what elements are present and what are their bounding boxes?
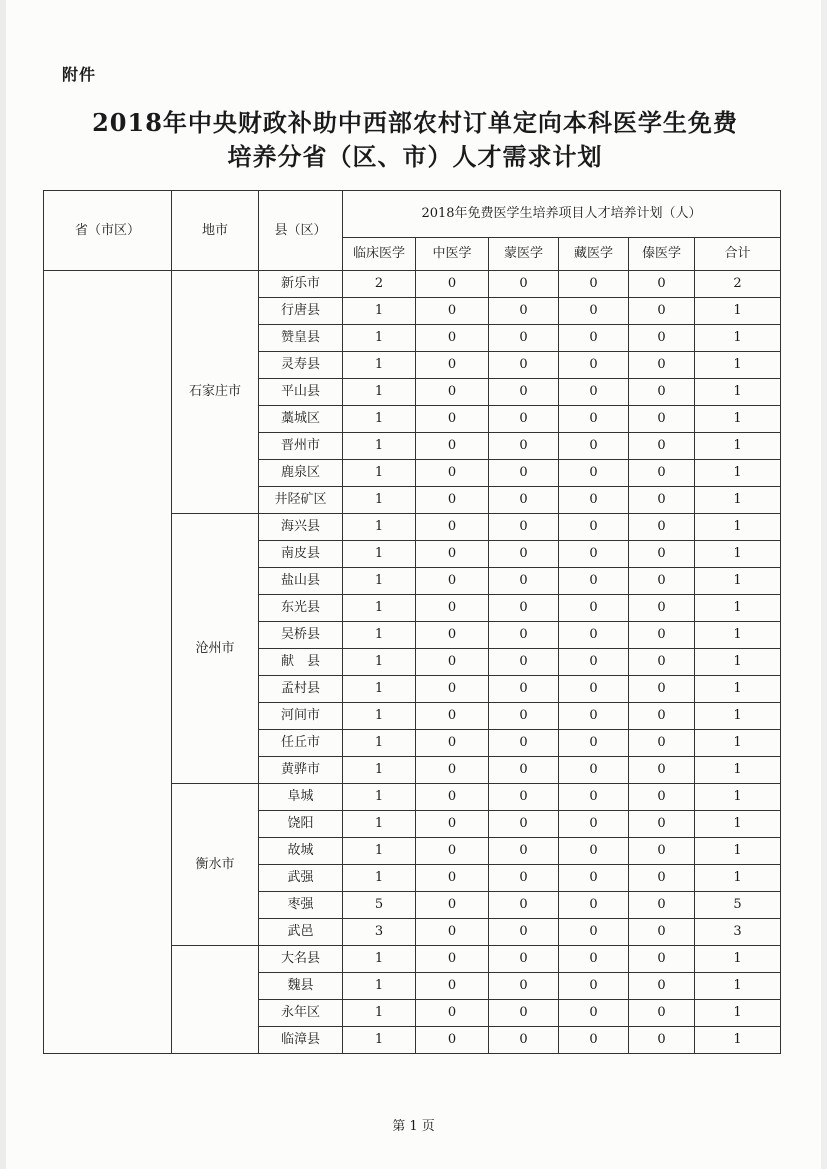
county-cell: 行唐县 (259, 298, 343, 325)
clinical-cell: 1 (343, 838, 416, 865)
tcm-cell: 0 (416, 1000, 489, 1027)
tcm-cell: 0 (416, 487, 489, 514)
dai-cell: 0 (629, 541, 695, 568)
county-cell: 吴桥县 (259, 622, 343, 649)
total-cell: 5 (695, 892, 781, 919)
mongolian-cell: 0 (489, 838, 559, 865)
county-cell: 盐山县 (259, 568, 343, 595)
tcm-cell: 0 (416, 784, 489, 811)
dai-cell: 0 (629, 649, 695, 676)
county-cell: 平山县 (259, 379, 343, 406)
document-title-line-2: 培养分省（区、市）人才需求计划 (227, 142, 603, 171)
mongolian-cell: 0 (489, 1000, 559, 1027)
dai-cell: 0 (629, 757, 695, 784)
total-cell: 1 (695, 865, 781, 892)
dai-cell: 0 (629, 973, 695, 1000)
tcm-cell: 0 (416, 811, 489, 838)
total-cell: 1 (695, 352, 781, 379)
dai-cell: 0 (629, 379, 695, 406)
mongolian-cell: 0 (489, 568, 559, 595)
clinical-cell: 1 (343, 703, 416, 730)
tcm-cell: 0 (416, 325, 489, 352)
total-cell: 1 (695, 568, 781, 595)
dai-cell: 0 (629, 676, 695, 703)
scan-edge-right (821, 0, 827, 1169)
clinical-cell: 1 (343, 1000, 416, 1027)
mongolian-cell: 0 (489, 379, 559, 406)
header-plan-group: 2018年免费医学生培养项目人才培养计划（人） (343, 191, 781, 238)
dai-cell: 0 (629, 406, 695, 433)
clinical-cell: 1 (343, 433, 416, 460)
clinical-cell: 1 (343, 568, 416, 595)
header-mongolian: 蒙医学 (489, 238, 559, 271)
total-cell: 1 (695, 622, 781, 649)
tcm-cell: 0 (416, 541, 489, 568)
mongolian-cell: 0 (489, 865, 559, 892)
clinical-cell: 1 (343, 514, 416, 541)
total-cell: 1 (695, 433, 781, 460)
dai-cell: 0 (629, 892, 695, 919)
mongolian-cell: 0 (489, 1027, 559, 1054)
clinical-cell: 1 (343, 298, 416, 325)
county-cell: 临漳县 (259, 1027, 343, 1054)
county-cell: 永年区 (259, 1000, 343, 1027)
total-cell: 1 (695, 298, 781, 325)
tibetan-cell: 0 (559, 784, 629, 811)
total-cell: 1 (695, 946, 781, 973)
mongolian-cell: 0 (489, 622, 559, 649)
clinical-cell: 2 (343, 271, 416, 298)
county-cell: 海兴县 (259, 514, 343, 541)
dai-cell: 0 (629, 514, 695, 541)
tibetan-cell: 0 (559, 865, 629, 892)
total-cell: 1 (695, 757, 781, 784)
tibetan-cell: 0 (559, 298, 629, 325)
dai-cell: 0 (629, 271, 695, 298)
tibetan-cell: 0 (559, 352, 629, 379)
mongolian-cell: 0 (489, 541, 559, 568)
header-tibetan: 藏医学 (559, 238, 629, 271)
tibetan-cell: 0 (559, 1027, 629, 1054)
total-cell: 1 (695, 487, 781, 514)
county-cell: 赞皇县 (259, 325, 343, 352)
clinical-cell: 1 (343, 676, 416, 703)
clinical-cell: 1 (343, 406, 416, 433)
tibetan-cell: 0 (559, 325, 629, 352)
total-cell: 1 (695, 703, 781, 730)
county-cell: 武强 (259, 865, 343, 892)
tibetan-cell: 0 (559, 568, 629, 595)
tcm-cell: 0 (416, 433, 489, 460)
city-cell: 沧州市 (172, 514, 259, 784)
mongolian-cell: 0 (489, 325, 559, 352)
county-cell: 魏县 (259, 973, 343, 1000)
dai-cell: 0 (629, 622, 695, 649)
clinical-cell: 1 (343, 595, 416, 622)
clinical-cell: 1 (343, 973, 416, 1000)
clinical-cell: 1 (343, 865, 416, 892)
dai-cell: 0 (629, 1027, 695, 1054)
total-cell: 1 (695, 595, 781, 622)
tcm-cell: 0 (416, 676, 489, 703)
tibetan-cell: 0 (559, 595, 629, 622)
county-cell: 藁城区 (259, 406, 343, 433)
dai-cell: 0 (629, 595, 695, 622)
total-cell: 1 (695, 1000, 781, 1027)
tcm-cell: 0 (416, 271, 489, 298)
mongolian-cell: 0 (489, 676, 559, 703)
attachment-label: 附件 (62, 65, 97, 84)
talent-plan-table (43, 190, 781, 1054)
tibetan-cell: 0 (559, 379, 629, 406)
dai-cell: 0 (629, 352, 695, 379)
header-row-1 (44, 191, 781, 238)
city-cell: 石家庄市 (172, 271, 259, 514)
tibetan-cell: 0 (559, 406, 629, 433)
dai-cell: 0 (629, 784, 695, 811)
total-cell: 1 (695, 838, 781, 865)
tibetan-cell: 0 (559, 973, 629, 1000)
tibetan-cell: 0 (559, 271, 629, 298)
clinical-cell: 1 (343, 541, 416, 568)
clinical-cell: 1 (343, 649, 416, 676)
clinical-cell: 5 (343, 892, 416, 919)
dai-cell: 0 (629, 703, 695, 730)
header-city: 地市 (172, 191, 259, 271)
dai-cell: 0 (629, 838, 695, 865)
total-cell: 1 (695, 784, 781, 811)
mongolian-cell: 0 (489, 973, 559, 1000)
dai-cell: 0 (629, 325, 695, 352)
mongolian-cell: 0 (489, 919, 559, 946)
header-county: 县（区） (259, 191, 343, 271)
tibetan-cell: 0 (559, 811, 629, 838)
dai-cell: 0 (629, 811, 695, 838)
tcm-cell: 0 (416, 622, 489, 649)
mongolian-cell: 0 (489, 730, 559, 757)
tcm-cell: 0 (416, 649, 489, 676)
tibetan-cell: 0 (559, 487, 629, 514)
header-clinical: 临床医学 (343, 238, 416, 271)
tibetan-cell: 0 (559, 649, 629, 676)
county-cell: 东光县 (259, 595, 343, 622)
document-title-line-1: 2018年中央财政补助中西部农村订单定向本科医学生免费 (92, 108, 738, 137)
tibetan-cell: 0 (559, 757, 629, 784)
clinical-cell: 1 (343, 460, 416, 487)
tcm-cell: 0 (416, 514, 489, 541)
total-cell: 1 (695, 1027, 781, 1054)
county-cell: 阜城 (259, 784, 343, 811)
tcm-cell: 0 (416, 730, 489, 757)
total-cell: 3 (695, 919, 781, 946)
mongolian-cell: 0 (489, 514, 559, 541)
tcm-cell: 0 (416, 865, 489, 892)
total-cell: 1 (695, 811, 781, 838)
tcm-cell: 0 (416, 757, 489, 784)
page-number: 第 1 页 (392, 1119, 435, 1134)
tcm-cell: 0 (416, 892, 489, 919)
tcm-cell: 0 (416, 838, 489, 865)
dai-cell: 0 (629, 1000, 695, 1027)
clinical-cell: 1 (343, 379, 416, 406)
total-cell: 1 (695, 514, 781, 541)
clinical-cell: 1 (343, 946, 416, 973)
clinical-cell: 1 (343, 487, 416, 514)
dai-cell: 0 (629, 946, 695, 973)
tibetan-cell: 0 (559, 892, 629, 919)
header-tcm: 中医学 (416, 238, 489, 271)
dai-cell: 0 (629, 919, 695, 946)
total-cell: 1 (695, 730, 781, 757)
clinical-cell: 1 (343, 622, 416, 649)
clinical-cell: 1 (343, 730, 416, 757)
total-cell: 1 (695, 325, 781, 352)
county-cell: 鹿泉区 (259, 460, 343, 487)
clinical-cell: 1 (343, 757, 416, 784)
mongolian-cell: 0 (489, 487, 559, 514)
county-cell: 枣强 (259, 892, 343, 919)
tcm-cell: 0 (416, 460, 489, 487)
tibetan-cell: 0 (559, 1000, 629, 1027)
dai-cell: 0 (629, 487, 695, 514)
total-cell: 2 (695, 271, 781, 298)
total-cell: 1 (695, 541, 781, 568)
clinical-cell: 1 (343, 784, 416, 811)
dai-cell: 0 (629, 433, 695, 460)
total-cell: 1 (695, 649, 781, 676)
tibetan-cell: 0 (559, 433, 629, 460)
total-cell: 1 (695, 460, 781, 487)
tibetan-cell: 0 (559, 919, 629, 946)
mongolian-cell: 0 (489, 433, 559, 460)
tcm-cell: 0 (416, 946, 489, 973)
tcm-cell: 0 (416, 406, 489, 433)
mongolian-cell: 0 (489, 460, 559, 487)
dai-cell: 0 (629, 730, 695, 757)
dai-cell: 0 (629, 460, 695, 487)
clinical-cell: 3 (343, 919, 416, 946)
mongolian-cell: 0 (489, 946, 559, 973)
tcm-cell: 0 (416, 595, 489, 622)
mongolian-cell: 0 (489, 649, 559, 676)
tibetan-cell: 0 (559, 946, 629, 973)
total-cell: 1 (695, 379, 781, 406)
county-cell: 井陉矿区 (259, 487, 343, 514)
mongolian-cell: 0 (489, 406, 559, 433)
county-cell: 大名县 (259, 946, 343, 973)
tibetan-cell: 0 (559, 838, 629, 865)
county-cell: 黄骅市 (259, 757, 343, 784)
dai-cell: 0 (629, 568, 695, 595)
tcm-cell: 0 (416, 1027, 489, 1054)
tcm-cell: 0 (416, 352, 489, 379)
mongolian-cell: 0 (489, 892, 559, 919)
mongolian-cell: 0 (489, 595, 559, 622)
tibetan-cell: 0 (559, 541, 629, 568)
dai-cell: 0 (629, 298, 695, 325)
mongolian-cell: 0 (489, 784, 559, 811)
tcm-cell: 0 (416, 703, 489, 730)
scan-edge-left (0, 0, 6, 1169)
county-cell: 任丘市 (259, 730, 343, 757)
province-cell (44, 271, 172, 1054)
mongolian-cell: 0 (489, 757, 559, 784)
clinical-cell: 1 (343, 811, 416, 838)
tcm-cell: 0 (416, 298, 489, 325)
clinical-cell: 1 (343, 325, 416, 352)
clinical-cell: 1 (343, 1027, 416, 1054)
total-cell: 1 (695, 406, 781, 433)
tibetan-cell: 0 (559, 460, 629, 487)
header-province: 省（市区） (44, 191, 172, 271)
clinical-cell: 1 (343, 352, 416, 379)
mongolian-cell: 0 (489, 811, 559, 838)
county-cell: 孟村县 (259, 676, 343, 703)
total-cell: 1 (695, 973, 781, 1000)
header-dai: 傣医学 (629, 238, 695, 271)
county-cell: 献 县 (259, 649, 343, 676)
tcm-cell: 0 (416, 379, 489, 406)
county-cell: 饶阳 (259, 811, 343, 838)
mongolian-cell: 0 (489, 271, 559, 298)
dai-cell: 0 (629, 865, 695, 892)
city-cell (172, 946, 259, 1054)
tcm-cell: 0 (416, 568, 489, 595)
tibetan-cell: 0 (559, 730, 629, 757)
county-cell: 灵寿县 (259, 352, 343, 379)
county-cell: 晋州市 (259, 433, 343, 460)
tcm-cell: 0 (416, 973, 489, 1000)
total-cell: 1 (695, 676, 781, 703)
city-cell: 衡水市 (172, 784, 259, 946)
county-cell: 河间市 (259, 703, 343, 730)
tibetan-cell: 0 (559, 703, 629, 730)
tibetan-cell: 0 (559, 622, 629, 649)
table-row (44, 271, 781, 298)
county-cell: 故城 (259, 838, 343, 865)
mongolian-cell: 0 (489, 298, 559, 325)
tibetan-cell: 0 (559, 676, 629, 703)
county-cell: 武邑 (259, 919, 343, 946)
county-cell: 南皮县 (259, 541, 343, 568)
county-cell: 新乐市 (259, 271, 343, 298)
header-total: 合计 (695, 238, 781, 271)
tcm-cell: 0 (416, 919, 489, 946)
tibetan-cell: 0 (559, 514, 629, 541)
mongolian-cell: 0 (489, 703, 559, 730)
mongolian-cell: 0 (489, 352, 559, 379)
